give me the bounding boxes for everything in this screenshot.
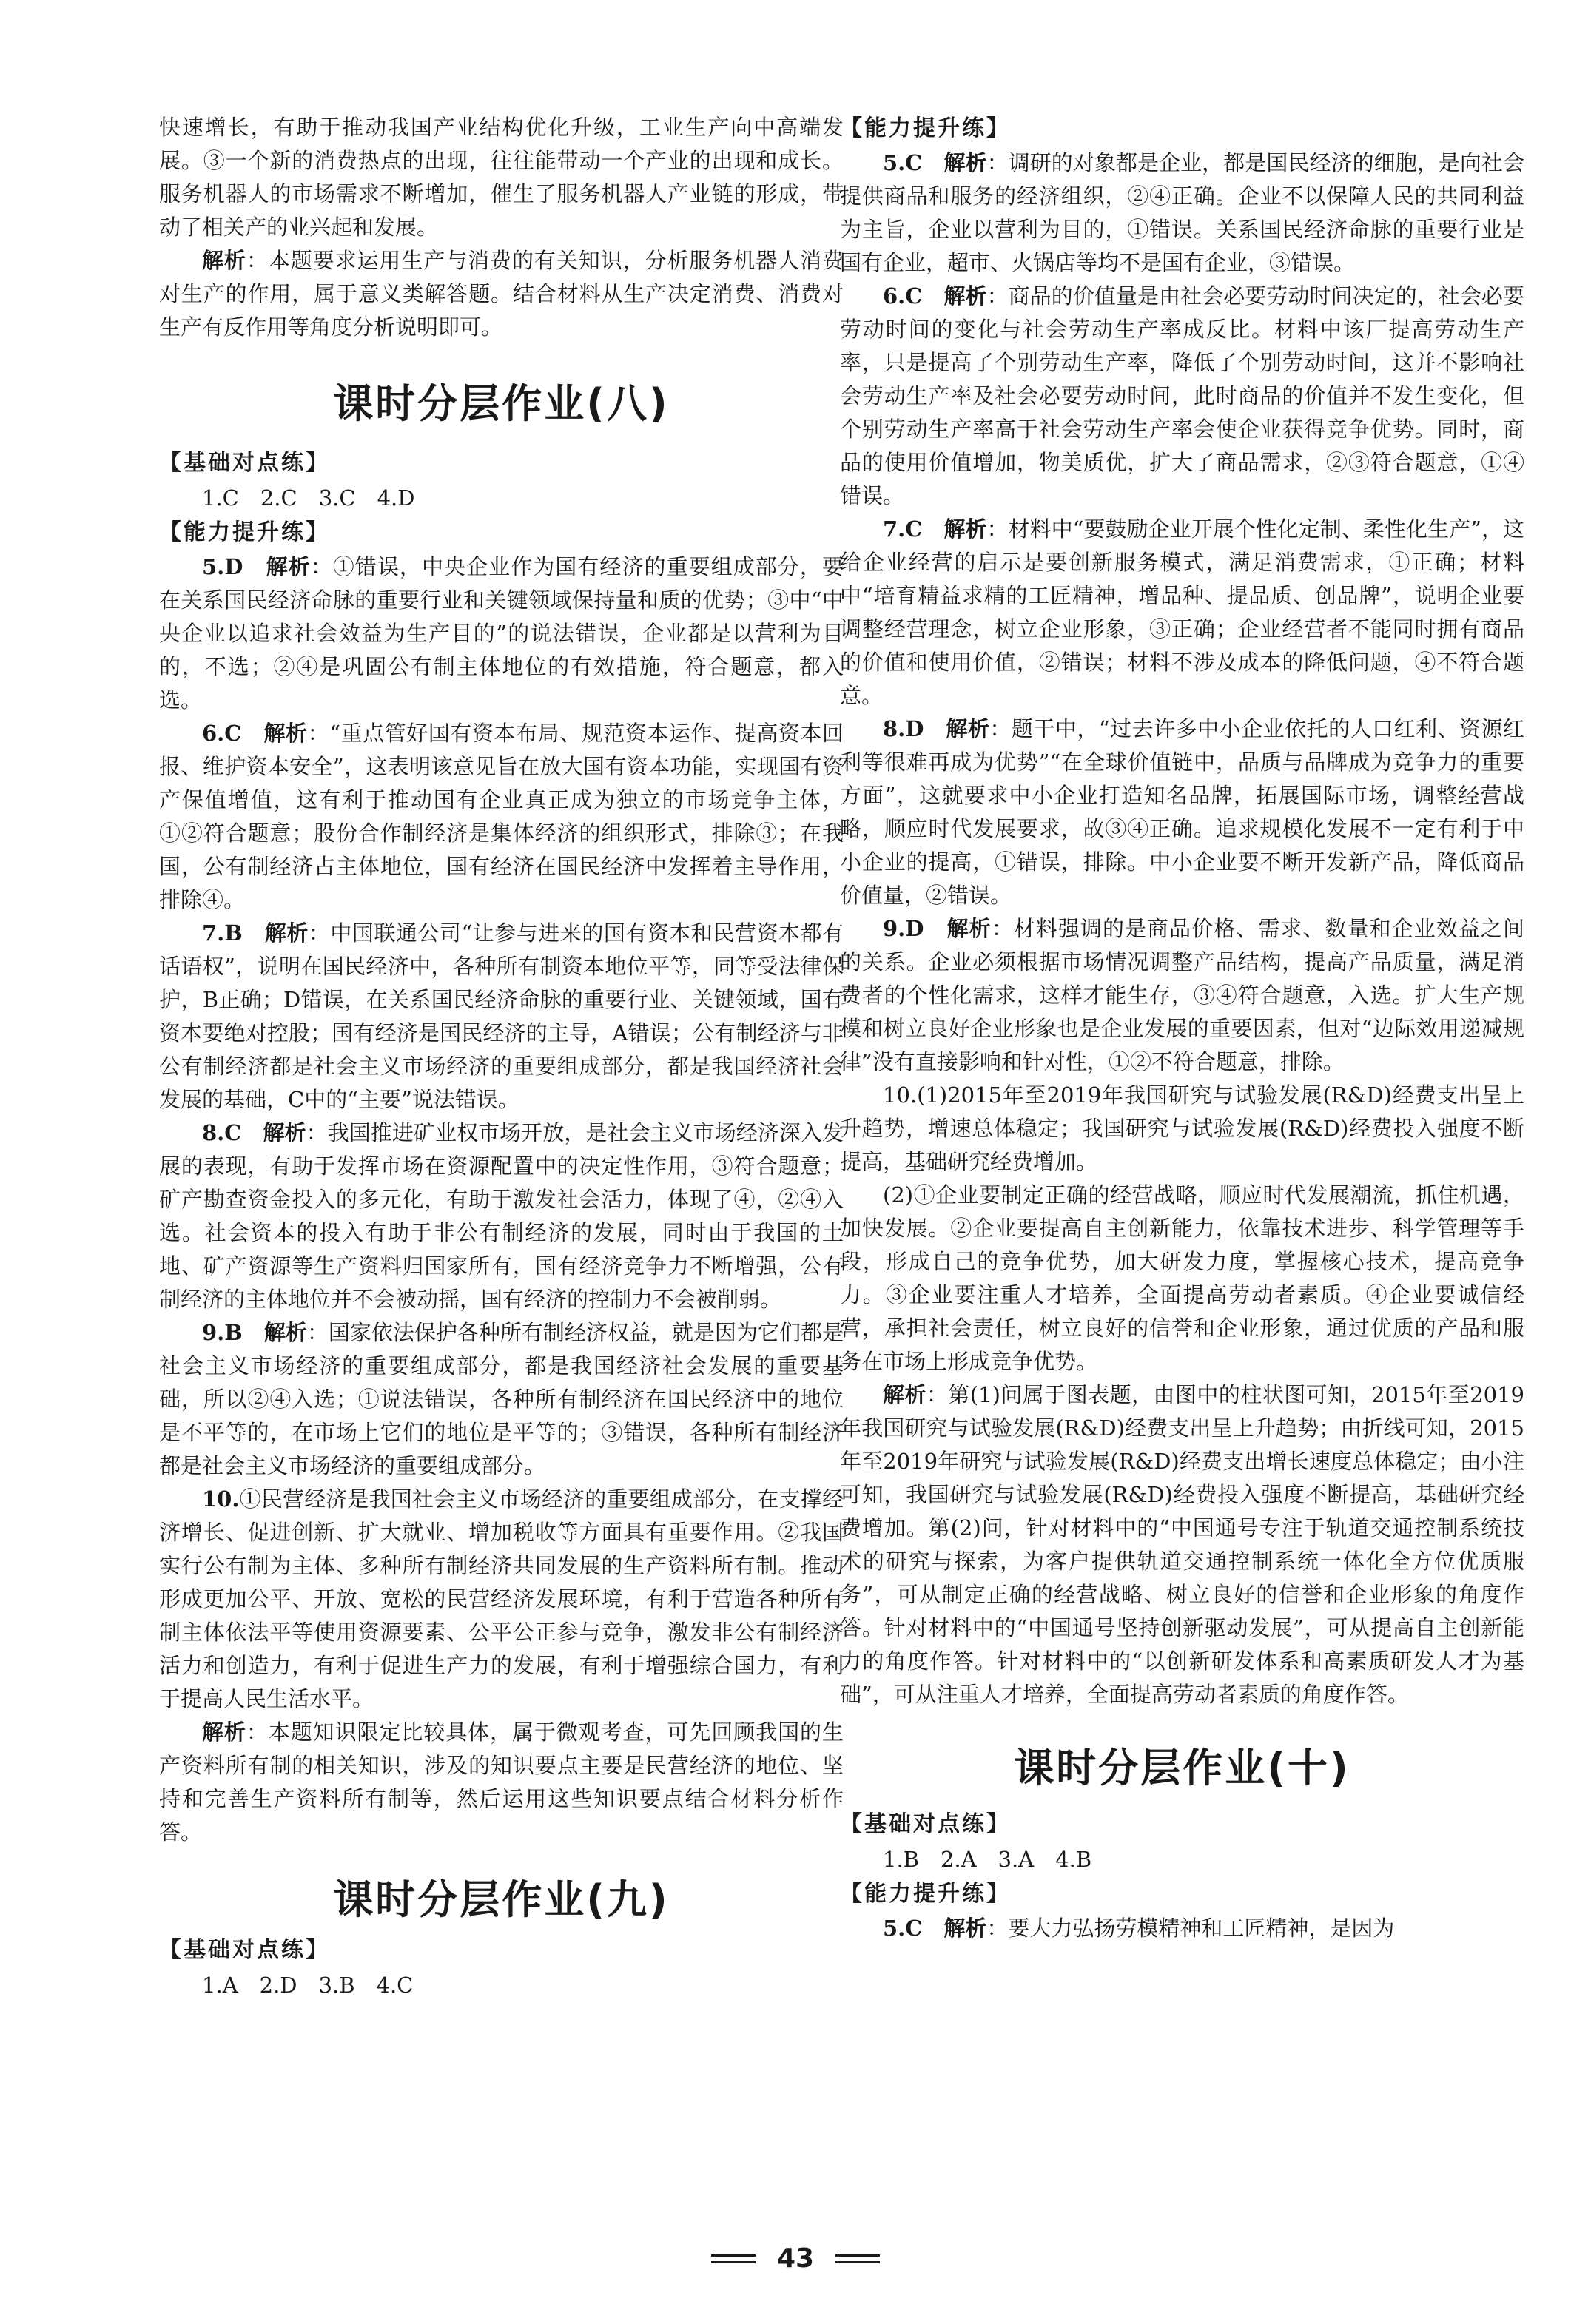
advanced-practice-label: 【能力提升练】 <box>159 519 330 545</box>
basic-practice-label: 【基础对点练】 <box>159 450 330 476</box>
answer-item-6: 6.C 解析：商品的价值量是由社会必要劳动时间决定的，社会必要劳动时间的变化与社会劳动生产率成反比。材料中该厂提高劳动生产率，只是提高了个别劳动生产率，降低了个别劳动时间，这并不影响社会劳动生产率及社会必要劳动时间，此时商品的价值并不发生变化，但个别劳动生产率高于社会劳动生产率会使企业获得竞争优势。同时，商品的使用价值增加，物美质优，扩大了商品需求，②③符合题意，①④错误。 <box>840 283 1524 508</box>
section-9-title: 课时分层作业(九) <box>333 1876 670 1923</box>
intro-paragraph: 快速增长，有助于推动我国产业结构优化升级，工业生产向中高端发展。③一个新的消费热点的出现，往往能带动一个产业的出现和成长。服务机器人的市场需求不断增加，催生了服务机器人产业链的形成，带动了相关产的业兴起和发展。 <box>159 115 844 240</box>
footer-rule-left <box>711 2250 756 2268</box>
answer-item-10-part1: 10.(1)2015年至2019年我国研究与试验发展(R&D)经费支出呈上升趋势，增速总体稳定；我国研究与试验发展(R&D)经费投入强度不断提高，基础研究经费增加。 <box>840 1082 1524 1174</box>
answer-item-9: 9.D 解析：材料强调的是商品价格、需求、数量和企业效益之间的关系。企业必须根据市场情况调整产品结构，提高产品质量，满足消费者的个性化需求，这样才能生存，③④符合题意，入选。扩大生产规模和树立良好企业形象也是企业发展的重要因素，但对“边际效用递减规律”没有直接影响和针对性，①②不符合题意，排除。 <box>840 916 1524 1074</box>
answer-item-10-part2: (2)①企业要制定正确的经营战略，顺应时代发展潮流，抓住机遇，加快发展。②企业要提高自主创新能力，依靠技术进步、科学管理等手段，形成自己的竞争优势，加大研发力度，掌握核心技术，提高竞争力。③企业要注重人才培养，全面提高劳动者素质。④企业要诚信经营，承担社会责任，树立良好的信誉和企业形象，通过优质的产品和服务在市场上形成竞争优势。 <box>840 1182 1524 1374</box>
footer-rule-right <box>835 2250 880 2268</box>
page-footer <box>0 2243 1591 2274</box>
answer-item-5: 5.D 解析：①错误，中央企业作为国有经济的重要组成部分，要在关系国民经济命脉的重要行业和关键领域保持量和质的优势；③中“中央企业以追求社会效益为生产目的”的说法错误，企业都是以营利为目的，不选；②④是巩固公有制主体地位的有效措施，符合题意，都入选。 <box>159 554 844 713</box>
answer-item-9: 9.B 解析：国家依法保护各种所有制经济权益，就是因为它们都是社会主义市场经济的重要组成部分，都是我国经济社会发展的重要基础，所以②④入选；①说法错误，各种所有制经济在国民经济中的地位是不平等的，在市场上它们的地位是平等的；③错误，各种所有制经济都是社会主义市场经济的重要组成部分。 <box>159 1320 844 1478</box>
basic-practice-label: 【基础对点练】 <box>159 1937 330 1963</box>
advanced-practice-label: 【能力提升练】 <box>840 1881 1011 1907</box>
basic-answers: 1.A 2.D 3.B 4.C <box>202 1973 414 1998</box>
answer-item-5: 5.C 解析：调研的对象都是企业，都是国民经济的细胞，是向社会提供商品和服务的经济组织，②④正确。企业不以保障人民的共同利益为主旨，企业以营利为目的，①错误。关系国民经济命脉的重要行业是国有企业，超市、火锅店等均不是国有企业，③错误。 <box>840 150 1524 275</box>
answer-item-10-analysis: 解析：第(1)问属于图表题，由图中的柱状图可知，2015年至2019年我国研究与试验发展(R&D)经费支出呈上升趋势；由折线可知，2015年至2019年研究与试验发展(R&D)经费支出增长速度总体稳定；由小注可知，我国研究与试验发展(R&D)经费投入强度不断提高，基础研究经费增加。第(2)问，针对材料中的“中国通号专注于轨道交通控制系统技术的研究与探索，为客户提供轨道交通控制系统一体化全方位优质服务”，可从制定正确的经营战略、树立良好的信誉和企业形象的角度作答。针对材料中的“中国通号坚持创新驱动发展”，可从提高自主创新能力的角度作答。针对材料中的“以创新研发体系和高素质研发人才为基础”，可从注重人才培养，全面提高劳动者素质的角度作答。 <box>840 1382 1524 1707</box>
section-10-title: 课时分层作业(十) <box>1014 1745 1350 1791</box>
answer-item-7: 7.C 解析：材料中“要鼓励企业开展个性化定制、柔性化生产”，这给企业经营的启示是要创新服务模式，满足消费需求，①正确；材料中“培育精益求精的工匠精神，增品种、提品质、创品牌”，说明企业要调整经营理念，树立企业形象，③正确；企业经营者不能同时拥有商品的价值和使用价值，②错误；材料不涉及成本的降低问题，④不符合题意。 <box>840 516 1524 708</box>
answer-item-8: 8.C 解析：我国推进矿业权市场开放，是社会主义市场经济深入发展的表现，有助于发挥市场在资源配置中的决定性作用，③符合题意；矿产勘查资金投入的多元化，有助于激发社会活力，体现了④，②④入选。社会资本的投入有助于非公有制经济的发展，同时由于我国的土地、矿产资源等生产资料归国家所有，国有经济竞争力不断增强，公有制经济的主体地位并不会被动摇，国有经济的控制力不会被削弱。 <box>159 1120 844 1312</box>
answer-item-8: 8.D 解析：题干中，“过去许多中小企业依托的人口红利、资源红利等很难再成为优势”“在全球价值链中，品质与品牌成为竞争力的重要方面”，这就要求中小企业打造知名品牌，拓展国际市场，调整经营战略，顺应时代发展要求，故③④正确。追求规模化发展不一定有利于中小企业的提高，①错误，排除。中小企业要不断开发新产品，降低商品价值量，②错误。 <box>840 716 1524 908</box>
answer-item-10: 10.①民营经济是我国社会主义市场经济的重要组成部分，在支撑经济增长、促进创新、扩大就业、增加税收等方面具有重要作用。②我国实行公有制为主体、多种所有制经济共同发展的生产资料所有制。推动形成更加公平、开放、宽松的民营经济发展环境，有利于营造各种所有制主体依法平等使用资源要素、公平公正参与竞争，激发非公有制经济活力和创造力，有利于促进生产力的发展，有利于增强综合国力，有利于提高人民生活水平。 <box>159 1486 844 1711</box>
basic-practice-label: 【基础对点练】 <box>840 1811 1011 1837</box>
page-number: 43 <box>776 2243 815 2274</box>
advanced-practice-label: 【能力提升练】 <box>840 115 1011 141</box>
right-column <box>840 111 1524 1945</box>
left-column <box>159 111 844 2002</box>
section-8-title: 课时分层作业(八) <box>333 380 670 427</box>
answer-item-7: 7.B 解析：中国联通公司“让参与进来的国有资本和民营资本都有话语权”，说明在国民经济中，各种所有制资本地位平等，同等受法律保护，B正确；D错误，在关系国民经济命脉的重要行业、关键领域，国有资本要绝对控股；国有经济是国民经济的主导，A错误；公有制经济与非公有制经济都是社会主义市场经济的重要组成部分，都是我国经济社会发展的基础，C中的“主要”说法错误。 <box>159 920 844 1112</box>
answer-item-10-analysis: 解析：本题知识限定比较具体，属于微观考查，可先回顾我国的生产资料所有制的相关知识，涉及的知识要点主要是民营经济的地位、坚持和完善生产资料所有制等，然后运用这些知识要点结合材料分析作答。 <box>159 1720 844 1845</box>
analysis-label: 解析 <box>202 248 246 273</box>
answer-item-6: 6.C 解析：“重点管好国有资本布局、规范资本运作、提高资本回报、维护资本安全”，这表明该意见旨在放大国有资本功能，实现国有资产保值增值，这有利于推动国有企业真正成为独立的市场竞争主体，①②符合题意；股份合作制经济是集体经济的组织形式，排除③；在我国，公有制经济占主体地位，国有经济在国民经济中发挥着主导作用，排除④。 <box>159 721 844 912</box>
answer-item-5: 5.C 解析：要大力弘扬劳模精神和工匠精神，是因为 <box>883 1916 1395 1941</box>
basic-answers: 1.B 2.A 3.A 4.B <box>883 1847 1092 1872</box>
intro-analysis: 解析：本题要求运用生产与消费的有关知识，分析服务机器人消费对生产的作用，属于意义类解答题。结合材料从生产决定消费、消费对生产有反作用等角度分析说明即可。 <box>159 248 844 340</box>
basic-answers: 1.C 2.C 3.C 4.D <box>202 485 415 511</box>
